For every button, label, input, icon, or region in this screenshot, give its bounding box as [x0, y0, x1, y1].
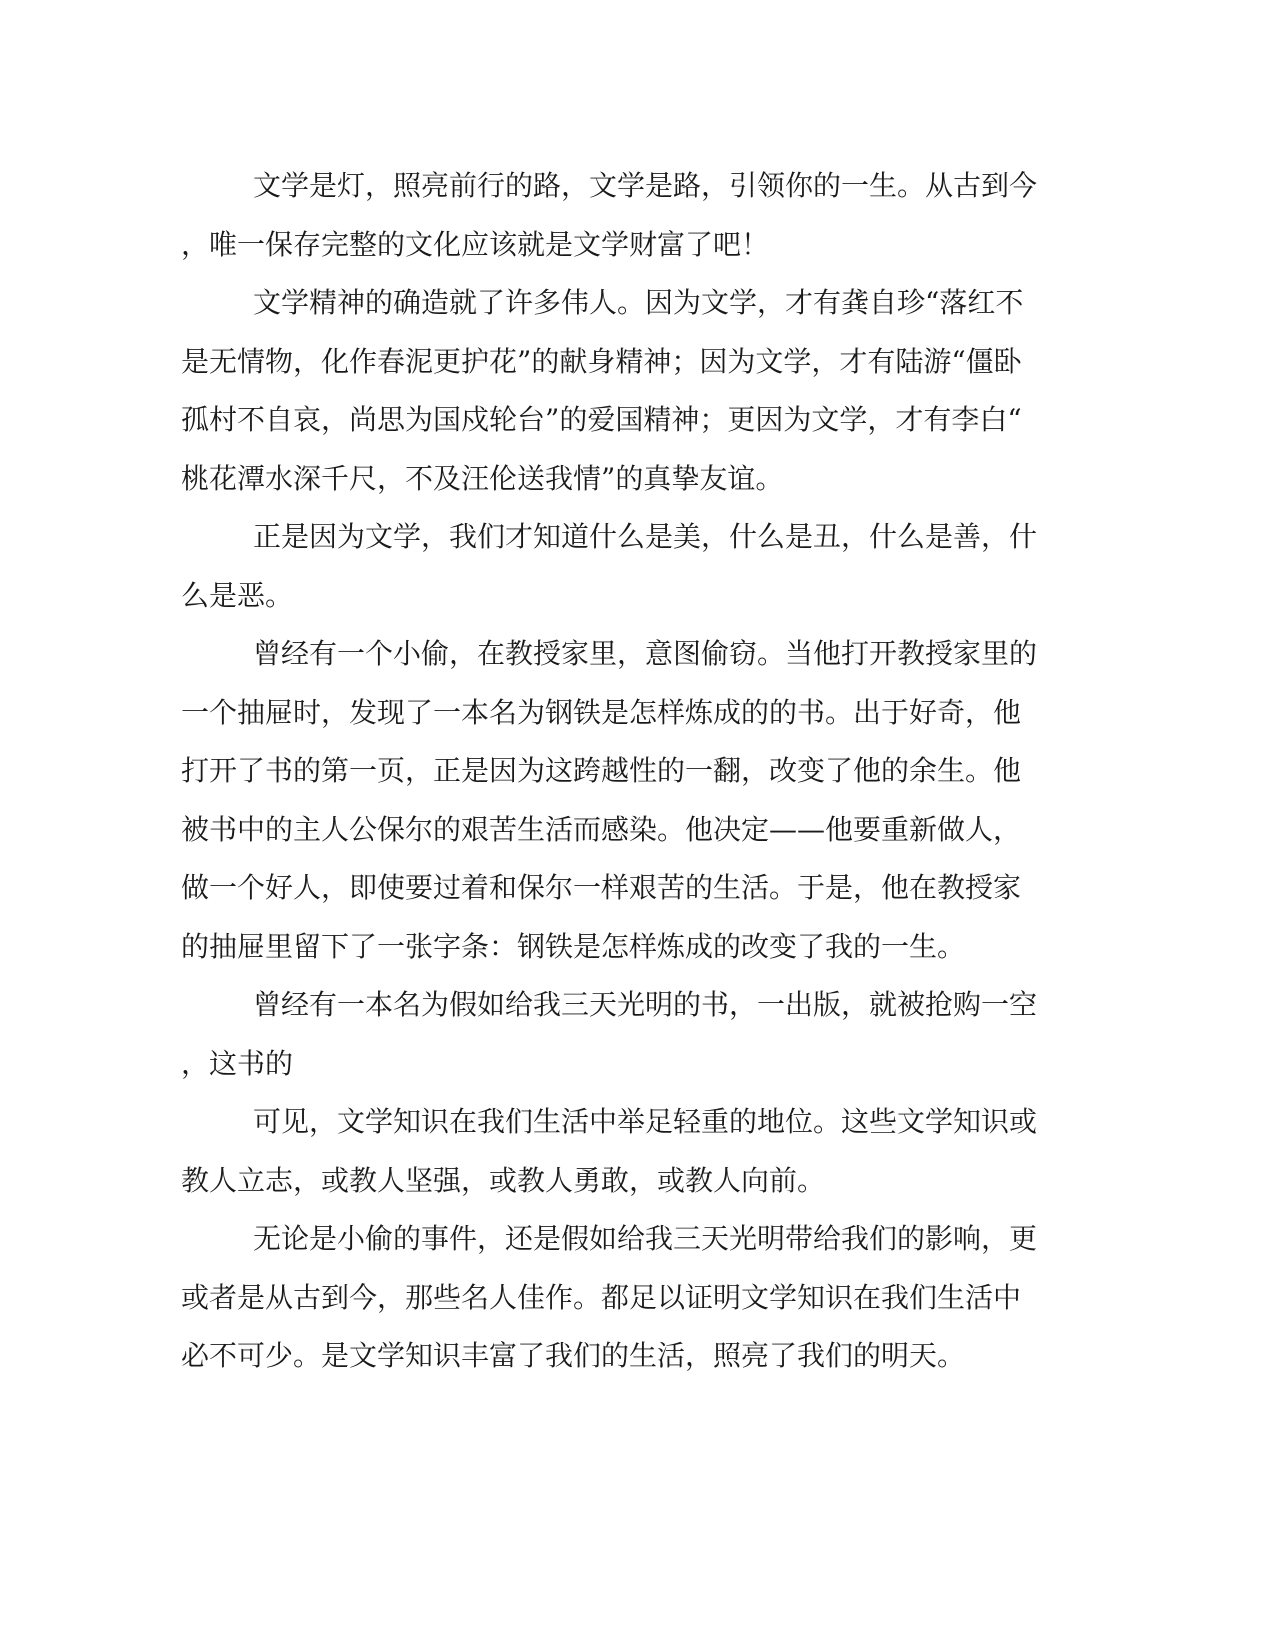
text-line: 是无情物，化作春泥更护花”的献身精神；因为文学，才有陆游“僵卧 — [181, 344, 1022, 378]
text-line: 打开了书的第一页，正是因为这跨越性的一翻，改变了他的余生。他 — [181, 754, 1022, 787]
text-line: 文学精神的确造就了许多伟人。因为文学，才有龚自珍“落红不 — [253, 286, 1024, 319]
paragraph-3 — [181, 508, 1038, 625]
text-line: 或者是从古到今，那些名人佳作。都足以证明文学知识在我们生活中 — [181, 1280, 1022, 1314]
text-line: 桃花潭水深千尺，不及汪伦送我情”的真挚友谊。 — [181, 461, 784, 495]
text-line: 做一个好人，即使要过着和保尔一样艰苦的生活。于是，他在教授家 — [181, 871, 1022, 904]
paragraph-5 — [181, 976, 1038, 1093]
text-line: 可见，文学知识在我们生活中举足轻重的地位。这些文学知识或 — [253, 1105, 1038, 1138]
paragraph-7 — [181, 1210, 1038, 1386]
essay-body — [181, 157, 1038, 1386]
text-line: 么是恶。 — [181, 578, 294, 612]
text-line: 的抽屉里留下了一张字条：钢铁是怎样炼成的改变了我的一生。 — [181, 929, 966, 963]
text-line: 无论是小偷的事件，还是假如给我三天光明带给我们的影响，更 — [253, 1222, 1038, 1255]
paragraph-2 — [181, 274, 1031, 508]
text-line: 正是因为文学，我们才知道什么是美，什么是丑，什么是善，什 — [253, 520, 1038, 553]
text-line: 曾经有一本名为假如给我三天光明的书，一出版，就被抢购一空 — [253, 988, 1038, 1021]
text-line: 被书中的主人公保尔的艰苦生活而感染。他决定——他要重新做人， — [181, 812, 1022, 846]
text-line: 文学是灯，照亮前行的路，文学是路，引领你的一生。从古到今 — [253, 169, 1038, 202]
text-line: 孤村不自哀，尚思为国戍轮台”的爱国精神；更因为文学，才有李白“ — [181, 403, 1022, 436]
paragraph-1 — [181, 157, 1038, 274]
text-line: 一个抽屉时，发现了一本名为钢铁是怎样炼成的的书。出于好奇，他 — [181, 695, 1022, 729]
text-line: 必不可少。是文学知识丰富了我们的生活，照亮了我们的明天。 — [181, 1339, 966, 1372]
text-line: ，唯一保存完整的文化应该就是文学财富了吧！ — [181, 227, 770, 261]
paragraph-6 — [181, 1093, 1038, 1210]
text-line: 曾经有一个小偷，在教授家里，意图偷窃。当他打开教授家里的 — [253, 637, 1038, 670]
paragraph-4 — [181, 625, 1038, 976]
text-line: ，这书的 — [181, 1046, 294, 1080]
text-line: 教人立志，或教人坚强，或教人勇敢，或教人向前。 — [181, 1163, 826, 1197]
